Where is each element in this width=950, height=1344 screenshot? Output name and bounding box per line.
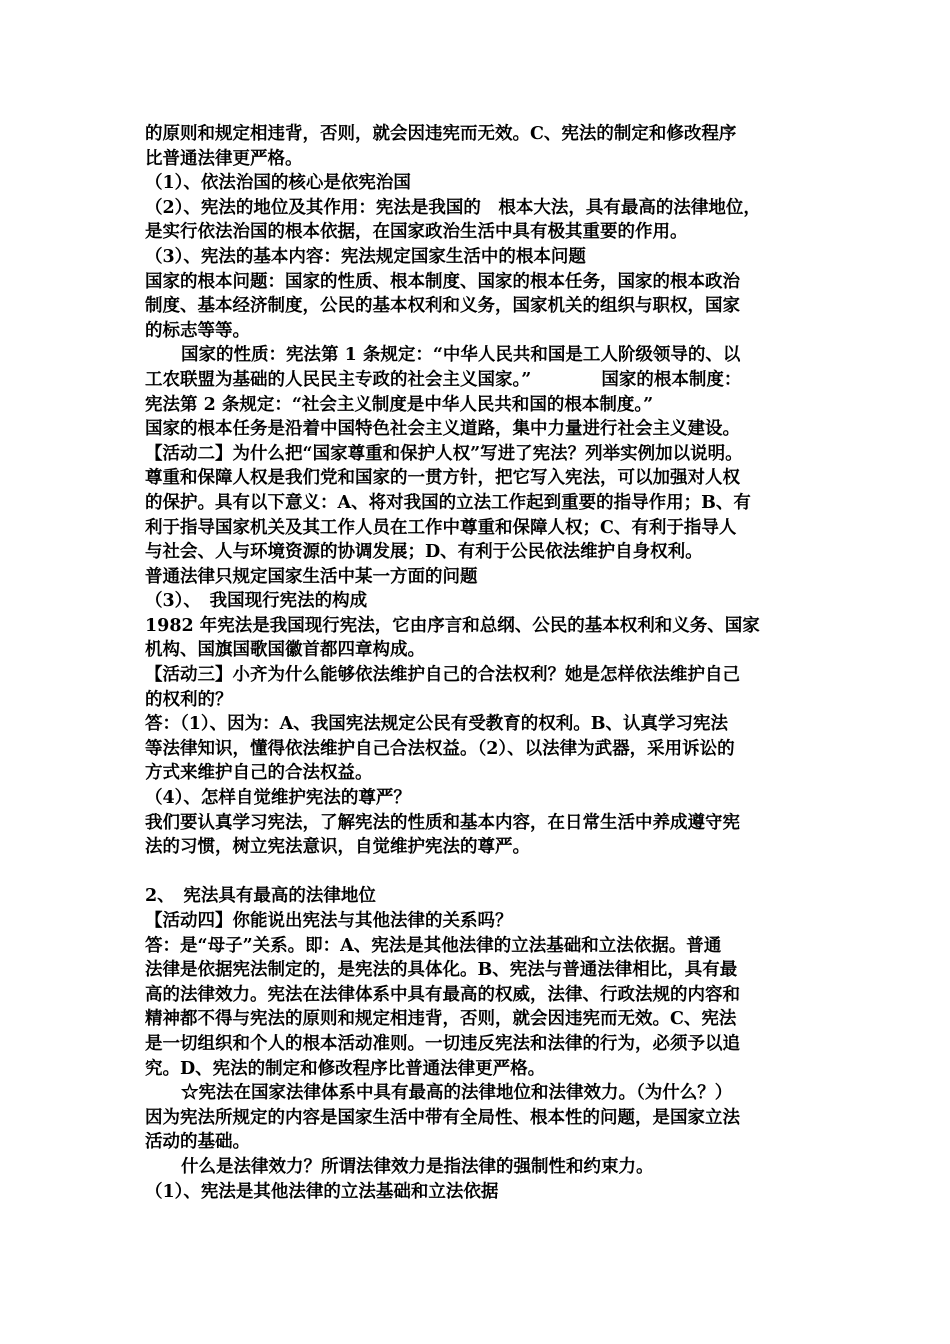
text-line: 因为宪法所规定的内容是国家生活中带有全局性、根本性的问题，是国家立法 <box>145 1107 740 1128</box>
text-line: 的保护。具有以下意义：A、将对我国的立法工作起到重要的指导作用；B、有 <box>145 492 751 513</box>
text-line: 高的法律效力。宪法在法律体系中具有最高的权威，法律、行政法规的内容和 <box>145 984 740 1005</box>
text-line: 机构、国旗国歌国徽首都四章构成。 <box>145 640 425 661</box>
text-line: （3）、宪法的基本内容：宪法规定国家生活中的根本问题 <box>145 246 586 267</box>
text-line: （1）、宪法是其他法律的立法基础和立法依据 <box>145 1181 499 1202</box>
text-line: 【活动二】为什么把“国家尊重和保护人权”写进了宪法？列举实例加以说明。 <box>145 443 743 464</box>
text-line: 方式来维护自己的合法权益。 <box>145 763 373 784</box>
text-line: 【活动三】小齐为什么能够依法维护自己的合法权利？她是怎样依法维护自己 <box>145 665 740 686</box>
text-line: 活动的基础。 <box>145 1132 250 1153</box>
text-line: 答：是“母子”关系。即：A、宪法是其他法律的立法基础和立法依据。普通 <box>145 935 722 956</box>
text-line: 究。D、宪法的制定和修改程序比普通法律更严格。 <box>145 1058 546 1079</box>
text-line: （1）、依法治国的核心是依宪治国 <box>145 173 411 194</box>
text-line: 等法律知识，懂得依法维护自己合法权益。（2）、以法律为武器，采用诉讼的 <box>145 738 735 759</box>
text-line: 我们要认真学习宪法，了解宪法的性质和基本内容，在日常生活中养成遵守宪 <box>145 812 740 833</box>
section-heading: 2、 宪法具有最高的法律地位 <box>145 886 376 907</box>
text-line: 与社会、人与环境资源的协调发展；D、有利于公民依法维护自身权利。 <box>145 542 703 563</box>
text-line: 什么是法律效力？所谓法律效力是指法律的强制性和约束力。 <box>181 1156 654 1177</box>
text-line: 利于指导国家机关及其工作人员在工作中尊重和保障人权；C、有利于指导人 <box>145 517 737 538</box>
document-body <box>145 122 820 1204</box>
text-line: 的标志等等。 <box>145 320 250 341</box>
text-line: 宪法第 2 条规定：“社会主义制度是中华人民共和国的根本制度。” <box>145 394 654 415</box>
text-line: （2）、宪法的地位及其作用：宪法是我国的 根本大法，具有最高的法律地位， <box>145 197 761 218</box>
text-line: 国家的性质：宪法第 1 条规定：“中华人民共和国是工人阶级领导的、以 <box>181 345 741 366</box>
text-line: 是实行依法治国的根本依据，在国家政治生活中具有极其重要的作用。 <box>145 222 688 243</box>
text-line: （4）、怎样自觉维护宪法的尊严？ <box>145 788 411 809</box>
text-line: 法律是依据宪法制定的，是宪法的具体化。B、宪法与普通法律相比，具有最 <box>145 960 738 981</box>
text-line: 法的习惯，树立宪法意识，自觉维护宪法的尊严。 <box>145 837 530 858</box>
text-line: 是一切组织和个人的根本活动准则。一切违反宪法和法律的行为，必须予以追 <box>145 1033 740 1054</box>
text-line: 【活动四】你能说出宪法与其他法律的关系吗？ <box>145 911 513 931</box>
text-line: 国家的根本问题：国家的性质、根本制度、国家的根本任务，国家的根本政治 <box>145 271 740 292</box>
text-line: 精神都不得与宪法的原则和规定相违背，否则，就会因违宪而无效。C、宪法 <box>145 1009 737 1030</box>
text-line: 普通法律只规定国家生活中某一方面的问题 <box>145 566 478 587</box>
text-line: 的原则和规定相违背，否则，就会因违宪而无效。C、宪法的制定和修改程序 <box>145 124 737 144</box>
text-line: 尊重和保障人权是我们党和国家的一贯方针，把它写入宪法，可以加强对人权 <box>145 468 740 489</box>
text-line: 答：（1）、因为：A、我国宪法规定公民有受教育的权利。B、认真学习宪法 <box>145 714 729 735</box>
text-line: 的权利的？ <box>145 689 233 710</box>
text-line: 比普通法律更严格。 <box>145 148 303 169</box>
blank-line <box>145 860 820 885</box>
text-line: 制度、基本经济制度，公民的基本权利和义务，国家机关的组织与职权，国家 <box>145 296 740 317</box>
text-line: （3）、 我国现行宪法的构成 <box>145 591 368 612</box>
text-line: 1982 年宪法是我国现行宪法，它由序言和总纲、公民的基本权利和义务、国家 <box>145 615 760 636</box>
text-line: ☆宪法在国家法律体系中具有最高的法律地位和法律效力。（为什么？） <box>181 1083 733 1104</box>
text-line: 工农联盟为基础的人民民主专政的社会主义国家。” 国家的根本制度： <box>145 369 742 390</box>
text-line: 国家的根本任务是沿着中国特色社会主义道路，集中力量进行社会主义建设。 <box>145 419 740 440</box>
